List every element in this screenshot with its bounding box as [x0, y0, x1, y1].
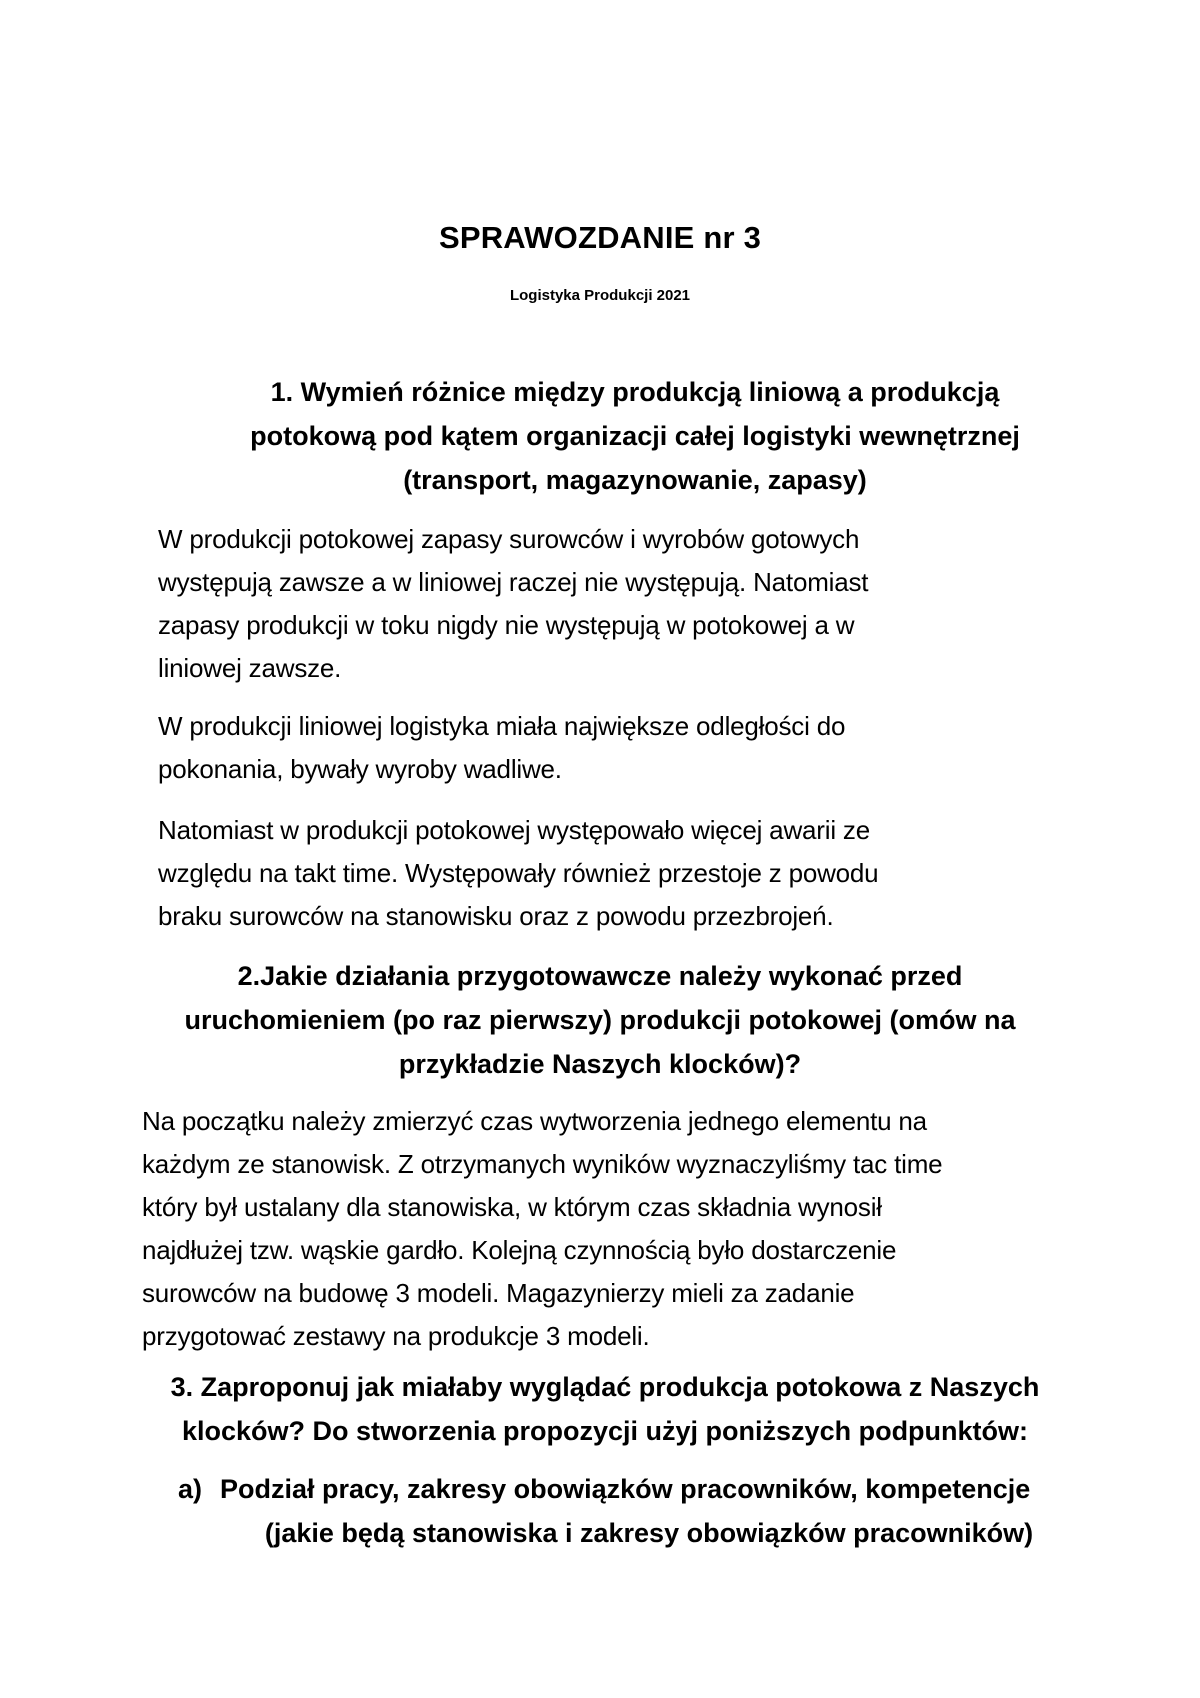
text-line: każdym ze stanowisk. Z otrzymanych wyników wyznaczyliśmy tac time	[142, 1149, 943, 1179]
text-line: występują zawsze a w liniowej raczej nie występują. Natomiast	[158, 567, 869, 597]
heading-line: Podział pracy, zakresy obowiązków pracowników, kompetencje	[220, 1474, 1031, 1504]
text-line: braku surowców na stanowisku oraz z powodu przezbrojeń.	[158, 901, 834, 931]
text-line: W produkcji potokowej zapasy surowców i wyrobów gotowych	[158, 524, 860, 554]
answer-1-paragraph-2	[158, 705, 1058, 791]
answer-1-paragraph-3	[158, 809, 1058, 938]
text-line: przygotować zestawy na produkcje 3 modeli.	[142, 1321, 650, 1351]
text-line: liniowej zawsze.	[158, 653, 342, 683]
document-title: SPRAWOZDANIE nr 3	[438, 220, 762, 255]
heading-line: uruchomieniem (po raz pierwszy) produkcji potokowej (omów na	[184, 1005, 1016, 1035]
answer-2-paragraph	[142, 1100, 1082, 1358]
heading-line: (jakie będą stanowiska i zakresy obowiązków pracowników)	[264, 1518, 1034, 1548]
heading-line: 1. Wymień różnice między produkcją liniową a produkcją	[270, 377, 1000, 407]
text-line: W produkcji liniowej logistyka miała największe odległości do	[158, 711, 846, 741]
heading-line: (transport, magazynowanie, zapasy)	[403, 465, 867, 495]
text-line: Natomiast w produkcji potokowej występowało więcej awarii ze	[158, 815, 870, 845]
heading-line: 2.Jakie działania przygotowawcze należy wykonać przed	[237, 961, 963, 991]
answer-1-paragraph-1	[158, 518, 1058, 690]
question-1-heading	[230, 370, 1040, 502]
heading-line: klocków? Do stworzenia propozycji użyj poniższych podpunktów:	[181, 1416, 1029, 1446]
list-marker: a)	[178, 1474, 203, 1504]
question-3-heading	[140, 1365, 1070, 1453]
document-subtitle: Logistyka Produkcji 2021	[509, 287, 691, 304]
text-line: Na początku należy zmierzyć czas wytworzenia jednego elementu na	[142, 1106, 927, 1136]
text-line: który był ustalany dla stanowiska, w którym czas składnia wynosił	[142, 1192, 882, 1222]
heading-line: przykładzie Naszych klocków)?	[398, 1049, 802, 1079]
question-3-item-a	[178, 1467, 1078, 1555]
question-2-heading	[140, 954, 1060, 1086]
heading-line: 3. Zaproponuj jak miałaby wyglądać produkcja potokowa z Naszych	[170, 1372, 1040, 1402]
text-line: pokonania, bywały wyroby wadliwe.	[158, 754, 562, 784]
text-line: względu na takt time. Występowały również przestoje z powodu	[158, 858, 879, 888]
text-line: surowców na budowę 3 modeli. Magazynierzy mieli za zadanie	[142, 1278, 855, 1308]
heading-line: potokową pod kątem organizacji całej logistyki wewnętrznej	[250, 421, 1020, 451]
text-line: zapasy produkcji w toku nigdy nie występują w potokowej a w	[158, 610, 855, 640]
text-line: najdłużej tzw. wąskie gardło. Kolejną czynnością było dostarczenie	[142, 1235, 897, 1265]
